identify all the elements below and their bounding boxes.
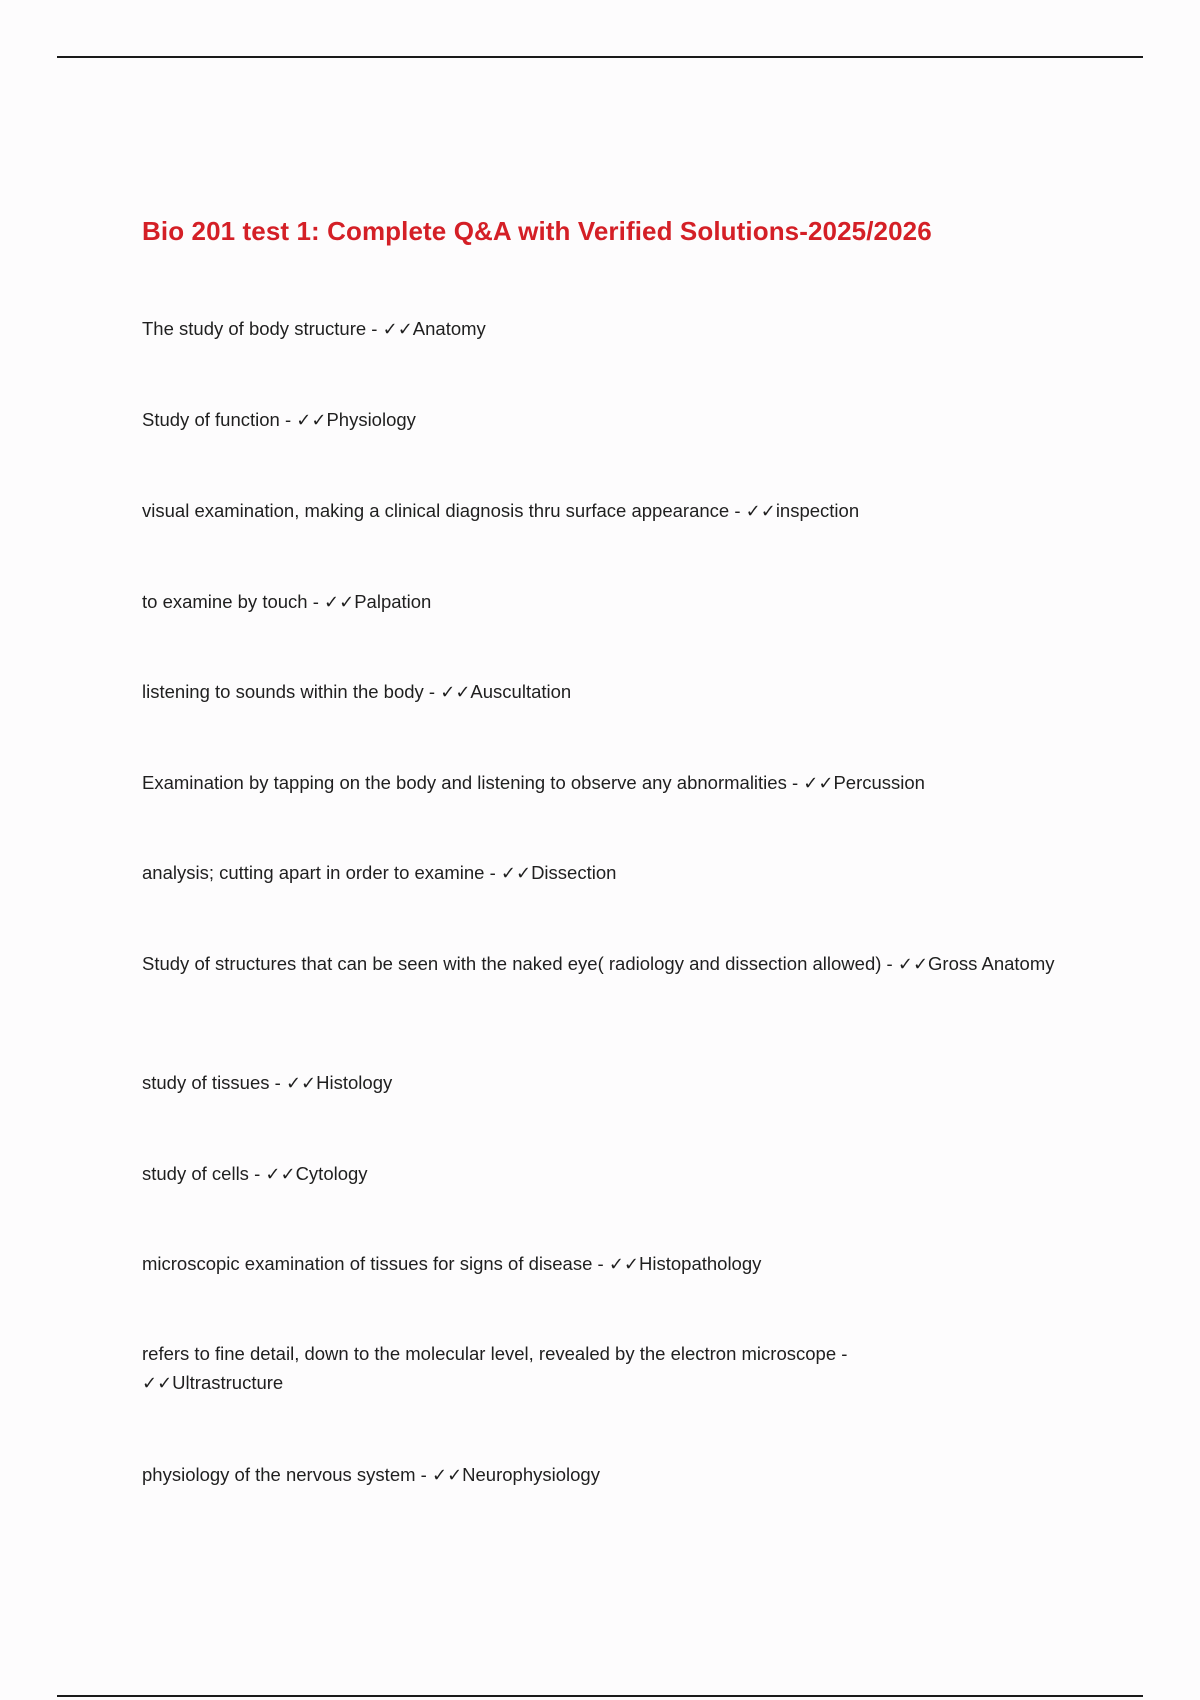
answer-text: Gross Anatomy	[928, 953, 1055, 974]
check-icon: ✓✓	[265, 1164, 296, 1185]
separator: -	[592, 1253, 609, 1274]
qa-item	[142, 858, 1062, 888]
answer-text: Histopathology	[639, 1253, 762, 1274]
answer-text: Histology	[316, 1072, 393, 1093]
separator: -	[415, 1464, 432, 1485]
question-text: Examination by tapping on the body and listening to observe any abnormalities	[142, 772, 787, 793]
answer-text: Cytology	[295, 1163, 368, 1184]
qa-item	[142, 949, 1062, 979]
answer-text: Palpation	[354, 591, 432, 612]
bottom-rule	[57, 1695, 1143, 1697]
qa-item	[142, 677, 1062, 707]
question-text: refers to fine detail, down to the molecular level, revealed by the electron microscope	[142, 1343, 837, 1364]
check-icon: ✓✓	[142, 1373, 173, 1394]
qa-item	[142, 314, 1062, 344]
question-text: study of cells	[142, 1163, 249, 1184]
qa-item	[142, 405, 1062, 435]
separator: -	[881, 953, 898, 974]
separator: -	[484, 862, 501, 883]
qa-item	[142, 1339, 942, 1398]
check-icon: ✓✓	[803, 773, 834, 794]
check-icon: ✓✓	[608, 1254, 639, 1275]
answer-text: Anatomy	[412, 318, 486, 339]
answer-text: Percussion	[833, 772, 925, 793]
question-text: listening to sounds within the body	[142, 681, 424, 702]
separator: -	[729, 500, 746, 521]
qa-item	[142, 1460, 1062, 1490]
check-icon: ✓✓	[382, 319, 413, 340]
question-text: physiology of the nervous system	[142, 1464, 416, 1485]
qa-item	[142, 587, 1062, 617]
answer-text: Neurophysiology	[462, 1464, 600, 1485]
question-text: The study of body structure	[142, 318, 367, 339]
separator: -	[307, 591, 325, 612]
answer-text: inspection	[775, 500, 860, 521]
check-icon: ✓✓	[745, 501, 776, 522]
separator: -	[248, 1163, 266, 1184]
answer-text: Ultrastructure	[172, 1372, 284, 1393]
document-title: Bio 201 test 1: Complete Q&A with Verified Solutions-2025/2026	[142, 216, 932, 246]
check-icon: ✓✓	[296, 410, 327, 431]
question-text: Study of structures that can be seen with the naked eye( radiology and dissection allowed)	[142, 953, 882, 974]
top-rule	[57, 56, 1143, 58]
qa-item	[142, 1159, 1062, 1189]
separator: -	[836, 1343, 853, 1364]
check-icon: ✓✓	[440, 682, 471, 703]
qa-item	[142, 768, 1062, 798]
check-icon: ✓✓	[324, 592, 355, 613]
check-icon: ✓✓	[431, 1465, 463, 1486]
question-text: visual examination, making a clinical diagnosis thru surface appearance	[142, 500, 730, 521]
qa-item	[142, 496, 1062, 526]
separator: -	[423, 681, 441, 702]
separator: -	[786, 772, 804, 793]
answer-text: Dissection	[531, 862, 617, 883]
question-text: analysis; cutting apart in order to examine	[142, 862, 485, 883]
question-text: study of tissues	[142, 1072, 270, 1093]
check-icon: ✓✓	[500, 863, 532, 884]
check-icon: ✓✓	[897, 954, 929, 975]
qa-item	[142, 1068, 1062, 1098]
question-text: microscopic examination of tissues for signs of disease	[142, 1253, 593, 1274]
separator: -	[366, 318, 383, 339]
question-text: to examine by touch	[142, 591, 308, 612]
answer-text: Auscultation	[470, 681, 572, 702]
question-text: Study of function	[142, 409, 280, 430]
check-icon: ✓✓	[285, 1073, 317, 1094]
qa-item	[142, 1249, 1062, 1279]
separator: -	[279, 409, 297, 430]
separator: -	[269, 1072, 286, 1093]
answer-text: Physiology	[326, 409, 416, 430]
